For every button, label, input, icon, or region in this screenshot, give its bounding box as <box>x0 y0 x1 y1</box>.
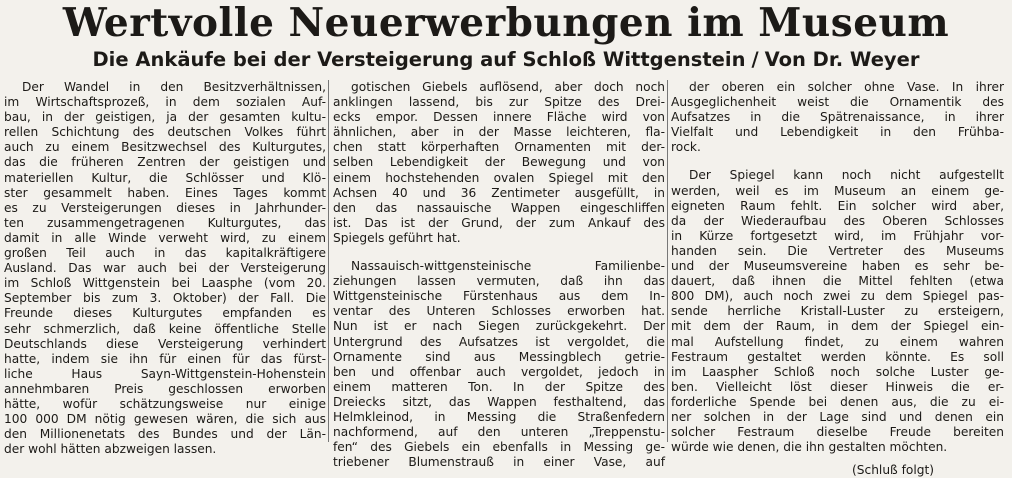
text-line: triebener Blumenstrauß in einer Vase, auf <box>333 455 665 470</box>
text-line: im Wirtschaftsprozeß, in dem sozialen Auf- <box>4 95 326 110</box>
text-line: selben Lebendigkeit der Bewegung und von <box>333 155 665 170</box>
text-line: Nun ist er nach Siegen zurückgekehrt. Der <box>333 319 665 334</box>
text-line: würde wie denen, die ihn gestalten möchten. <box>671 440 948 455</box>
text-line: 100 000 DM nötig gewesen wären, die sich aus <box>4 412 326 427</box>
text-line: werden, weil es im Museum an einem ge- <box>671 183 1004 198</box>
text-line: und der Museumsvereine haben es sehr be- <box>671 259 1004 274</box>
subheadline: Die Ankäufe bei der Versteigerung auf Schloß Wittgenstein <box>92 48 746 71</box>
text-line: Ornamente sind aus Messingblech getrie- <box>333 349 665 364</box>
text-line: mit dem der Raum, in dem der Spiegel ein- <box>671 319 1004 334</box>
text-line: 800 DM), auch noch zwei zu dem Spiegel pas- <box>671 289 1004 304</box>
text-line: September bis zum 3. Oktober) der Fall. Die <box>4 291 326 306</box>
text-line: solcher Festraum dieselbe Freude bereiten <box>671 425 1004 440</box>
text-line: in Kürze fortgesetzt wird, im Frühjahr vor- <box>671 228 1004 243</box>
paragraph-gap <box>333 246 665 259</box>
article-column-3 <box>671 80 1004 478</box>
text-line: einem matteren Ton. In der Spitze des <box>333 379 665 394</box>
text-line: Ausland. Das war auch bei der Versteigerung <box>4 261 326 276</box>
text-line: chen statt körperhaften Ornamenten mit der- <box>333 140 665 155</box>
text-line: ster gesammelt haben. Eines Tages kommt <box>4 185 326 200</box>
text-line: Achsen 40 und 36 Zentimeter ausgefüllt, in <box>333 185 665 200</box>
text-line: ben. Vielleicht löst dieser Hinweis die er- <box>671 379 1004 394</box>
text-line: Festraum gestaltet werden könnte. Es soll <box>671 349 1004 364</box>
article-column-2 <box>333 80 665 470</box>
text-line: einem hochstehenden ovalen Spiegel mit den <box>333 170 665 185</box>
text-line: Freunde dieses Kulturgutes empfanden es <box>4 306 326 321</box>
text-line: Helmkleinod, in Messing die Straßenfedern <box>333 409 665 424</box>
headline: Wertvolle Neuerwerbungen im Museum <box>62 0 950 46</box>
text-line: dauert, daß ihnen die Mittel fehlten (etwa <box>671 274 1004 289</box>
text-line: handen sein. Die Vertreter des Museums <box>671 243 1004 258</box>
text-line: ten zusammengetragenen Kulturgutes, das <box>4 215 326 230</box>
text-line: nachformend, auf den unteren „Treppenstu- <box>333 425 665 440</box>
text-line: sende herrliche Kristall-Luster zu ersteigern, <box>671 304 1004 319</box>
text-line: rock. <box>671 140 701 155</box>
continued-note: (Schluß folgt) <box>852 463 934 478</box>
text-line: da der Wiederaufbau des Oberen Schlosses <box>671 213 1004 228</box>
byline: Von Dr. Weyer <box>764 48 920 71</box>
text-line: fen“ des Giebels ein ebenfalls in Messing ge- <box>333 440 665 455</box>
text-line: der wohl hätten abzweigen lassen. <box>4 442 217 457</box>
text-line: im Schloß Wittgenstein bei Laasphe (vom 20. <box>4 276 326 291</box>
text-line: der oberen ein solcher ohne Vase. In ihrer <box>689 80 1004 94</box>
text-line: anklingen lassend, bis zur Spitze des Drei- <box>333 95 665 110</box>
column-divider <box>667 80 668 442</box>
text-line: sehr schmerzlich, daß keine öffentliche Stelle <box>4 321 326 336</box>
text-line: ecks empor. Dessen innere Fläche wird von <box>333 110 665 125</box>
text-line: Aufsatzes in die Spätrenaissance, in ihrer <box>671 110 1004 125</box>
text-line: hätte, wofür schätzungsweise nur einige <box>4 396 326 411</box>
text-line: ventar des Unteren Schlosses erworben hat. <box>333 304 665 319</box>
byline-separator: / <box>751 48 759 71</box>
text-line: den das nassauische Wappen eingeschliffen <box>333 200 665 215</box>
text-line: Vielfalt und Lebendigkeit in den Frühba- <box>671 125 1004 140</box>
text-line: großen Teil auch in das kapitalkräftigere <box>4 246 326 261</box>
article-column-1 <box>4 80 326 457</box>
text-line: liche Haus Sayn-Wittgenstein-Hohenstein <box>4 366 326 381</box>
text-line: Ausgeglichenheit weist die Ornamentik des <box>671 95 1004 110</box>
text-line: mal Aufstellung findet, zu einem wahren <box>671 334 1004 349</box>
text-line: hatte, indem sie ihn für einen für das fürst- <box>4 351 326 366</box>
text-line: das die früheren Zentren der geistigen und <box>4 155 326 170</box>
text-line: ner solchen in der Lage sind und denen ein <box>671 409 1004 424</box>
text-line: ben und offenbar auch vergoldet, jedoch in <box>333 364 665 379</box>
text-line: rellen Schichtung des deutschen Volkes führt <box>4 125 326 140</box>
text-line: materiellen Kultur, die Schlösser und Klö- <box>4 170 326 185</box>
subheadline-row <box>0 46 1012 74</box>
text-line: es zu Versteigerungen dieses in Jahrhunder- <box>4 200 326 215</box>
text-line: Dreiecks sitzt, das Wappen festhaltend, das <box>333 394 665 409</box>
text-line: gotischen Giebels auflösend, aber doch noch <box>351 80 665 94</box>
text-line: auch zu einem Besitzwechsel des Kulturgutes, <box>4 140 326 155</box>
text-line: ähnlichen, aber in der Masse leichteren, fla- <box>333 125 665 140</box>
text-line: Der Spiegel kann noch nicht aufgestellt <box>689 168 1004 183</box>
column-divider <box>328 80 329 442</box>
text-line: ist. Das ist der Grund, der zum Ankauf des <box>333 215 665 230</box>
text-line: Nassauisch-wittgensteinische Familienbe- <box>351 259 665 274</box>
text-line: forderliche Spende bei denen aus, die zu ei- <box>671 394 1004 409</box>
text-line: Untergrund des Aufsatzes ist vergoldet, die <box>333 334 665 349</box>
paragraph-gap <box>671 155 1004 168</box>
text-line: damit in alle Winde verweht wird, zu einem <box>4 230 326 245</box>
text-line: Spiegels geführt hat. <box>333 230 461 245</box>
text-line: Der Wandel in den Besitzverhältnissen, <box>22 80 326 94</box>
text-line: im Laaspher Schloß noch solche Luster ge- <box>671 364 1004 379</box>
text-line: Deutschlands diese Versteigerung verhindert <box>4 336 326 351</box>
text-line: ziehungen lassen vermuten, daß ihn das <box>333 274 665 289</box>
text-line: bau, in der geistigen, ja der gesamten kultu- <box>4 110 326 125</box>
text-line: Wittgensteinische Fürstenhaus aus dem In- <box>333 289 665 304</box>
text-line: annehmbaren Preis geschlossen erworben <box>4 381 326 396</box>
text-line: den Millionenetats des Bundes und der Län- <box>4 427 326 442</box>
text-line: eigneten Raum fehlt. Ein solcher wird aber, <box>671 198 1004 213</box>
